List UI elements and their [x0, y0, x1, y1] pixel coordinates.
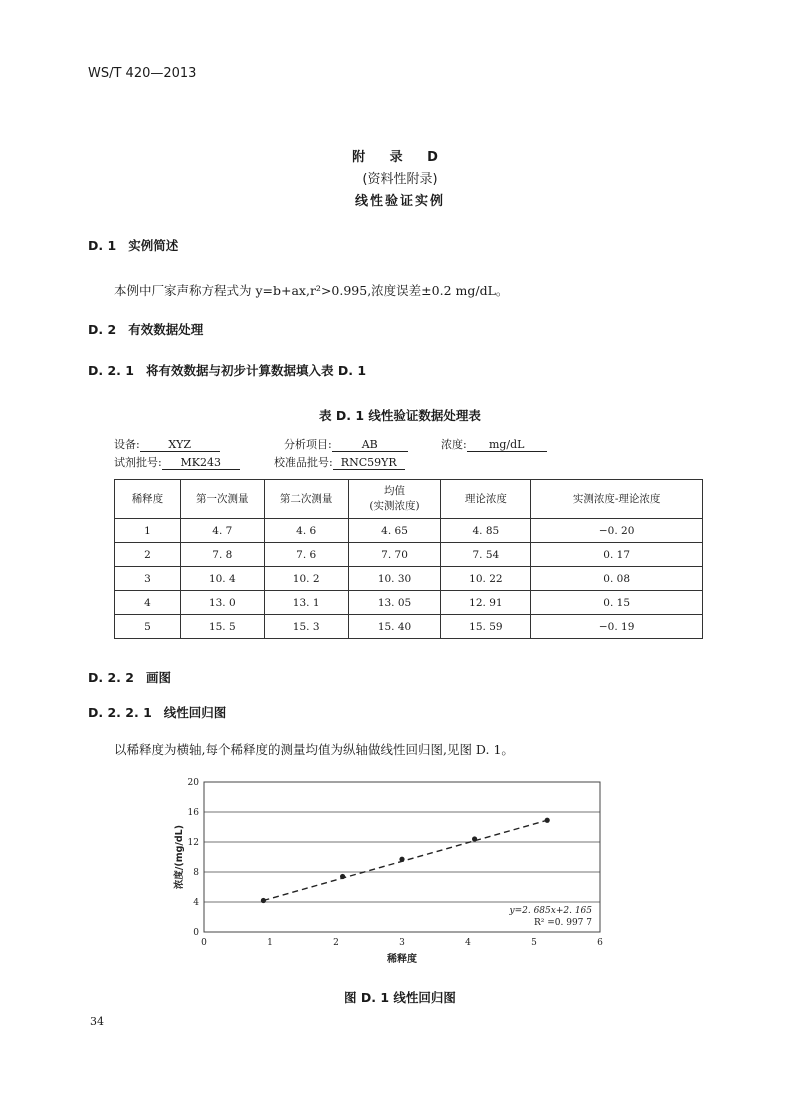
- table-cell: 2: [115, 543, 181, 567]
- section-number: D. 2. 1: [88, 363, 134, 378]
- data-point: [545, 818, 550, 823]
- meta-device: [114, 436, 220, 452]
- table-row: [115, 567, 703, 591]
- table-cell: −0. 19: [531, 615, 703, 639]
- table-cell: 4. 6: [264, 519, 348, 543]
- section-title: 画图: [145, 670, 171, 685]
- meta-label: 试剂批号:: [114, 456, 162, 469]
- section-number: D. 2. 2. 1: [88, 705, 152, 720]
- table-cell: 7. 70: [348, 543, 441, 567]
- meta-value: AB: [332, 438, 408, 452]
- x-tick-label: 3: [399, 938, 405, 948]
- table-cell: 13. 0: [180, 591, 264, 615]
- y-tick-label: 8: [193, 868, 199, 878]
- table-cell: 0. 17: [531, 543, 703, 567]
- x-tick-label: 5: [531, 938, 537, 948]
- meta-calibrator-lot: [274, 454, 405, 470]
- table-cell: 15. 59: [441, 615, 531, 639]
- meta-concentration: [441, 436, 547, 452]
- meta-value: RNC59YR: [333, 456, 405, 470]
- regression-chart: [170, 772, 610, 972]
- table-cell: 0. 08: [531, 567, 703, 591]
- table-row: [115, 519, 703, 543]
- section-number: D. 1: [88, 238, 117, 253]
- table-row: [115, 543, 703, 567]
- table-cell: 4. 7: [180, 519, 264, 543]
- section-d1-paragraph: 本例中厂家声称方程式为 y=b+ax,r²>0.995,浓度误差±0.2 mg/dL。: [114, 283, 509, 298]
- table-cell: −0. 20: [531, 519, 703, 543]
- table-cell: 10. 30: [348, 567, 441, 591]
- table-cell: 5: [115, 615, 181, 639]
- section-title: 线性回归图: [163, 705, 227, 720]
- page-number: 34: [90, 1015, 104, 1028]
- meta-label: 分析项目:: [284, 438, 332, 451]
- x-tick-label: 6: [597, 938, 603, 948]
- y-tick-label: 16: [187, 808, 199, 818]
- meta-label: 浓度:: [441, 438, 467, 451]
- x-tick-label: 1: [267, 938, 273, 948]
- table-title: 表 D. 1 线性验证数据处理表: [319, 408, 481, 423]
- data-point: [340, 874, 345, 879]
- section-d21-heading: [88, 361, 366, 379]
- meta-label: 校准品批号:: [274, 456, 333, 469]
- table-cell: 7. 54: [441, 543, 531, 567]
- meta-value: mg/dL: [467, 438, 547, 452]
- table-cell: 4. 65: [348, 519, 441, 543]
- table-cell: 15. 3: [264, 615, 348, 639]
- section-title: 有效数据处理: [128, 322, 204, 337]
- table-row: [115, 615, 703, 639]
- header-dilution: 稀释度: [115, 480, 181, 519]
- chart-svg: [170, 772, 610, 972]
- appendix-label: 附 录 D: [352, 150, 448, 165]
- meta-item: [284, 436, 408, 452]
- data-point: [261, 898, 266, 903]
- trend-line: [263, 820, 547, 900]
- y-tick-label: 4: [193, 898, 199, 908]
- data-table: [114, 479, 703, 639]
- table-row: [115, 591, 703, 615]
- x-tick-label: 2: [333, 938, 339, 948]
- data-point: [399, 857, 404, 862]
- header-mean-line1: 均值: [384, 485, 406, 497]
- meta-value: MK243: [162, 456, 240, 470]
- y-tick-label: 0: [193, 928, 199, 938]
- meta-label: 设备:: [114, 438, 140, 451]
- appendix-type: (资料性附录): [362, 172, 438, 187]
- header-theoretical: 理论浓度: [441, 480, 531, 519]
- header-first-measure: 第一次测量: [180, 480, 264, 519]
- table-cell: 12. 91: [441, 591, 531, 615]
- table-cell: 13. 05: [348, 591, 441, 615]
- y-tick-label: 12: [187, 838, 199, 848]
- header-mean: [348, 480, 441, 519]
- table-cell: 3: [115, 567, 181, 591]
- table-cell: 15. 40: [348, 615, 441, 639]
- figure-caption: 图 D. 1 线性回归图: [344, 990, 456, 1005]
- meta-reagent-lot: [114, 454, 240, 470]
- data-point: [472, 836, 477, 841]
- table-cell: 1: [115, 519, 181, 543]
- table-cell: 10. 2: [264, 567, 348, 591]
- table-cell: 10. 4: [180, 567, 264, 591]
- header-difference: 实测浓度-理论浓度: [531, 480, 703, 519]
- table-cell: 15. 5: [180, 615, 264, 639]
- header-mean-line2: (实测浓度): [369, 500, 420, 512]
- table-cell: 13. 1: [264, 591, 348, 615]
- section-d2-heading: [88, 320, 203, 338]
- section-d221-heading: [88, 703, 226, 721]
- y-axis-label: 浓度/(mg/dL): [174, 824, 185, 890]
- table-cell: 7. 8: [180, 543, 264, 567]
- r-squared-label: R² =0. 997 7: [534, 918, 592, 928]
- table-cell: 4. 85: [441, 519, 531, 543]
- header-second-measure: 第二次测量: [264, 480, 348, 519]
- x-axis-label: 稀释度: [387, 954, 417, 965]
- section-d22-heading: [88, 668, 171, 686]
- section-d1-heading: [88, 236, 178, 254]
- table-cell: 10. 22: [441, 567, 531, 591]
- section-title: 将有效数据与初步计算数据填入表 D. 1: [145, 363, 367, 378]
- table-cell: 0. 15: [531, 591, 703, 615]
- meta-value: XYZ: [140, 438, 220, 452]
- section-title: 实例简述: [128, 238, 179, 253]
- appendix-title: 线性验证实例: [354, 194, 445, 209]
- section-number: D. 2: [88, 322, 117, 337]
- y-tick-label: 20: [187, 778, 199, 788]
- table-cell: 7. 6: [264, 543, 348, 567]
- x-tick-label: 4: [465, 938, 471, 948]
- document-id: WS/T 420—2013: [88, 66, 197, 81]
- table-header-row: [115, 480, 703, 519]
- section-number: D. 2. 2: [88, 670, 134, 685]
- section-d221-paragraph: 以稀释度为横轴,每个稀释度的测量均值为纵轴做线性回归图,见图 D. 1。: [114, 742, 514, 757]
- x-tick-label: 0: [201, 938, 207, 948]
- regression-equation: y=2. 685x+2. 165: [509, 906, 592, 916]
- table-cell: 4: [115, 591, 181, 615]
